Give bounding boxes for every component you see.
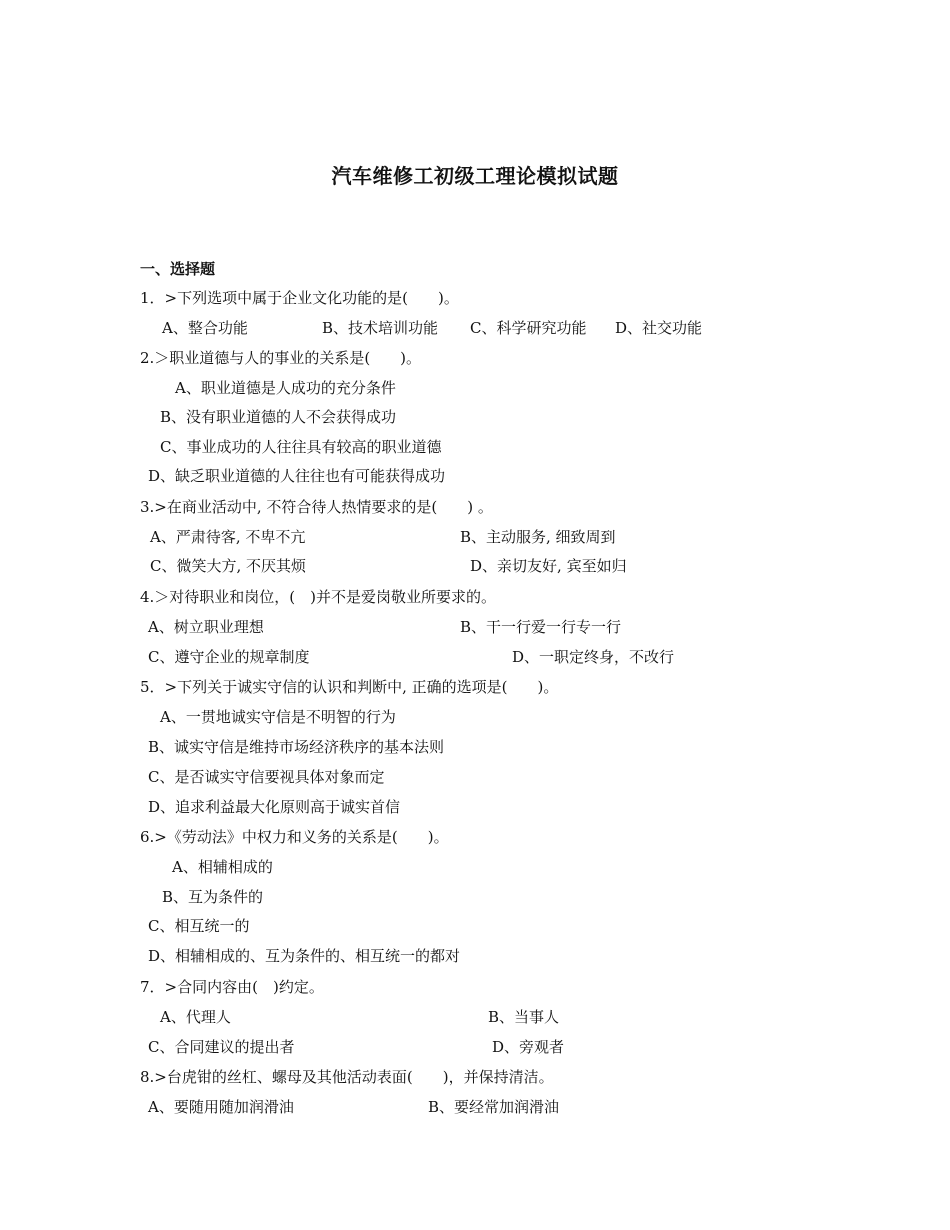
question-3-stem: 3.>在商业活动中, 不符合待人热情要求的是( ) 。 [140, 498, 493, 516]
question-8-stem: 8.>台虎钳的丝杠、螺母及其他活动表面( )，并保持清洁。 [140, 1068, 554, 1086]
question-5-option-c: C、是否诚实守信要视具体对象而定 [148, 768, 385, 786]
question-5-option-a: A、一贯地诚实守信是不明智的行为 [160, 708, 396, 726]
question-7-option-b: B、当事人 [488, 1008, 560, 1026]
question-7-option-a: A、代理人 [160, 1008, 231, 1026]
question-7-option-c: C、合同建议的提出者 [148, 1038, 295, 1056]
question-5-stem: 5．>下列关于诚实守信的认识和判断中, 正确的选项是( )。 [140, 678, 559, 696]
question-6-option-a: A、相辅相成的 [172, 858, 273, 876]
document-title: 汽车维修工初级工理论模拟试题 [331, 164, 619, 188]
question-6-option-c: C、相互统一的 [148, 917, 250, 935]
question-4-option-d: D、一职定终身，不改行 [512, 648, 675, 666]
question-3-option-b: B、主动服务, 细致周到 [460, 528, 616, 546]
question-7-option-d: D、旁观者 [492, 1038, 565, 1056]
question-8-option-b: B、要经常加润滑油 [428, 1098, 560, 1116]
question-4-option-a: A、树立职业理想 [148, 618, 264, 636]
question-4-option-b: B、干一行爱一行专一行 [460, 618, 622, 636]
question-1-option-a: A、整合功能 [162, 319, 248, 337]
question-5-option-d: D、追求利益最大化原则高于诚实首信 [148, 798, 401, 816]
question-3-option-c: C、微笑大方, 不厌其烦 [150, 557, 307, 575]
question-1-option-d: D、社交功能 [615, 319, 703, 337]
question-2-option-a: A、职业道德是人成功的充分条件 [175, 379, 396, 397]
question-5-option-b: B、诚实守信是维持市场经济秩序的基本法则 [148, 738, 445, 756]
question-4-stem: 4.＞对待职业和岗位，( )并不是爱岗敬业所要求的。 [140, 588, 497, 606]
question-2-option-d: D、缺乏职业道德的人往往也有可能获得成功 [148, 467, 446, 485]
question-1-option-c: C、科学研究功能 [470, 319, 587, 337]
question-7-stem: 7．>合同内容由( )约定。 [140, 978, 324, 996]
question-2-option-b: B、没有职业道德的人不会获得成功 [160, 408, 397, 426]
question-6-option-d: D、相辅相成的、互为条件的、相互统一的都对 [148, 947, 461, 965]
question-4-option-c: C、遵守企业的规章制度 [148, 648, 310, 666]
question-1-stem: 1．>下列选项中属于企业文化功能的是( )。 [140, 289, 459, 307]
question-3-option-d: D、亲切友好, 宾至如归 [470, 557, 627, 575]
question-6-option-b: B、互为条件的 [162, 888, 264, 906]
question-2-option-c: C、事业成功的人往往具有较高的职业道德 [160, 438, 442, 456]
question-8-option-a: A、要随用随加润滑油 [148, 1098, 294, 1116]
question-3-option-a: A、严肃待客, 不卑不亢 [150, 528, 306, 546]
question-6-stem: 6.>《劳动法》中权力和义务的关系是( )。 [140, 828, 449, 846]
question-2-stem: 2.＞职业道德与人的事业的关系是( )。 [140, 349, 422, 367]
question-1-option-b: B、技术培训功能 [322, 319, 439, 337]
section-heading: 一、选择题 [140, 260, 216, 278]
